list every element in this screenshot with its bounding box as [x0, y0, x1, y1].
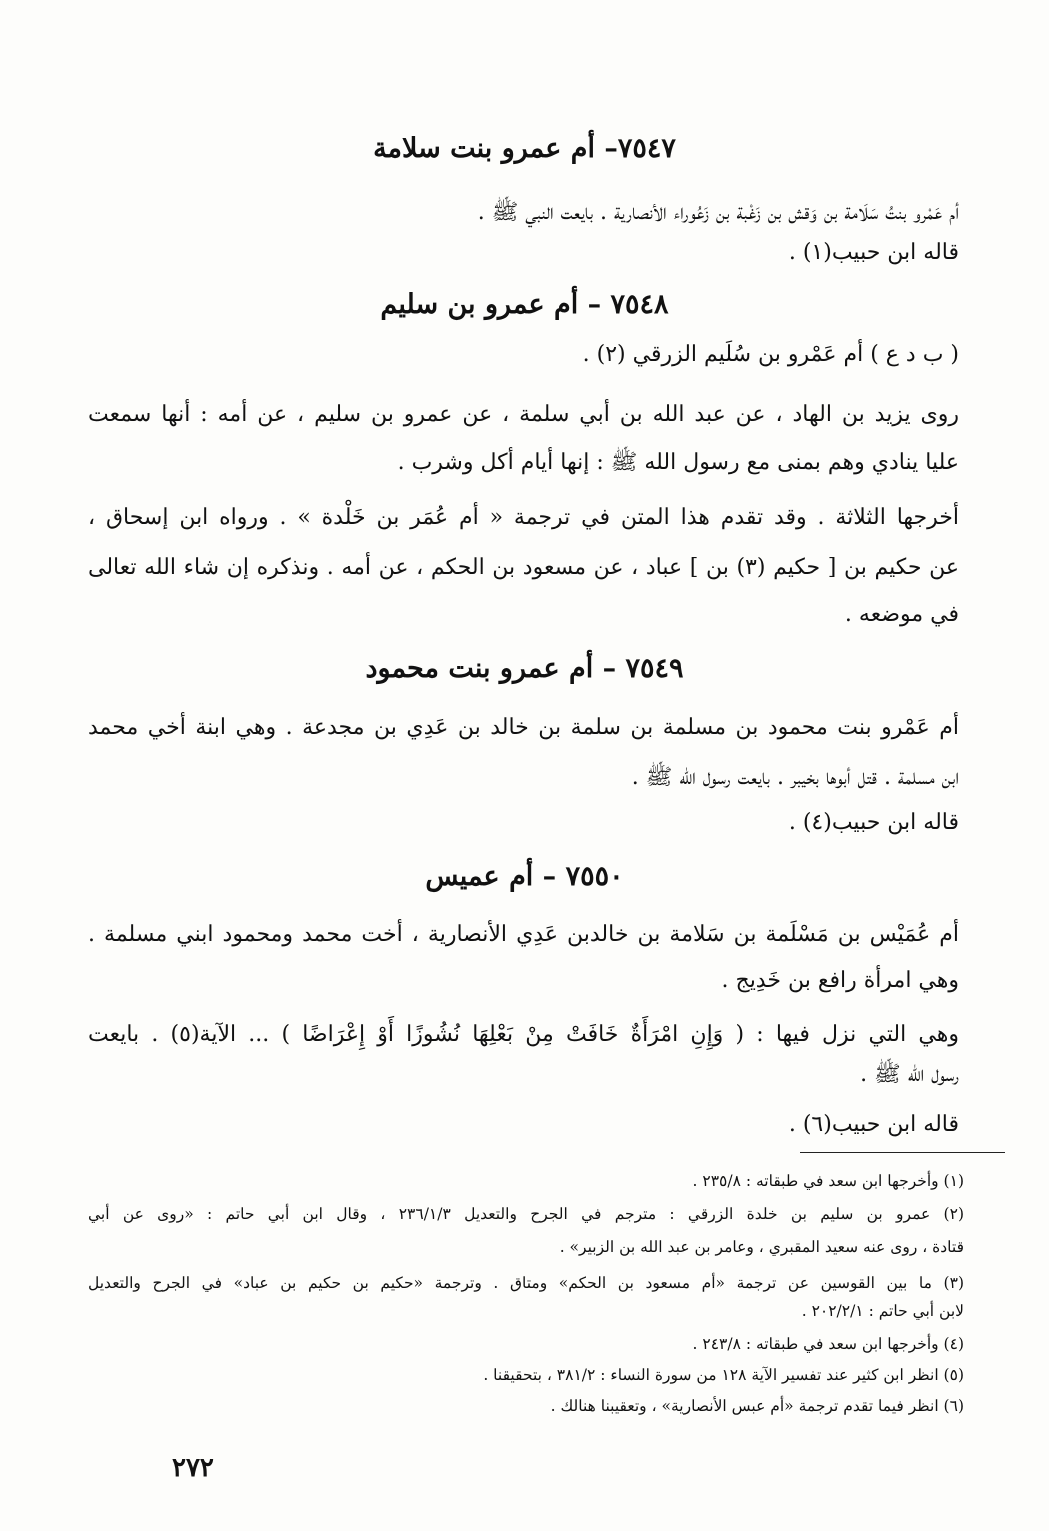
entry-text-line: أم عُمَيْس بن مَسْلَمة بن سَلامة بن خالدبن عَدِي الأنصارية ، أخت محمد ومحمود ابني مسلمة . — [88, 922, 959, 947]
entry-title: ٧٥٤٩ – أم عمرو بنت محمود — [365, 653, 684, 684]
entry-title: ٧٥٥٠ – أم عميس — [425, 861, 624, 892]
entry-text-line: أم عَمْرو بنت محمود بن مسلمة بن سلمة بن خالد بن عَدِي بن مجدعة . وهي ابنة أخي محمد — [88, 715, 959, 740]
entry-text-line: وهي امرأة رافع بن خَدِيج . — [721, 968, 959, 993]
entry-text-line: أخرجها الثلاثة . وقد تقدم هذا المتن في ترجمة « أم عُمَر بن خَلْدة » . ورواه ابن إسحاق ، — [88, 505, 959, 530]
entry-text-line: قاله ابن حبيب(٦) . — [788, 1112, 959, 1137]
entry-text-line: رسول الله ﷺ . — [860, 1062, 959, 1087]
entry-text-line: روى يزيد بن الهاد ، عن عبد الله بن أبي سلمة ، عن عمرو بن سليم ، عن أمه : أنها سمعت — [88, 402, 959, 427]
footnote: (٦) انظر فيما تقدم ترجمة «أم عبس الأنصارية» ، وتعقيبنا هنالك . — [550, 1397, 964, 1415]
entry-title: ٧٥٤٨ – أم عمرو بن سليم — [380, 289, 669, 320]
entry-text-line: أم عَمْرو بنتُ سَلَامة بن وَقش بن زَغْبة بن زَعُوراء الأنصارية . بايعت النبي ﷺ . — [477, 200, 959, 225]
entry-text-line: في موضعه . — [844, 602, 959, 627]
entry-text-line: وهي التي نزل فيها : ( وَإِنِ امْرَأَةٌ خَافَتْ مِنْ بَعْلِهَا نُشُوزًا أَوْ إِعْرَاضًا ) ... الآية(٥) . بايعت — [88, 1022, 959, 1047]
entry-text-line: ابن مسلمة . قتل أبوها بخيبر . بايعت رسول الله ﷺ . — [631, 765, 959, 790]
footnote: قتادة ، روى عنه سعيد المقبري ، وعامر بن عبد الله بن الزبير» . — [559, 1238, 964, 1256]
footnote: (٢) عمرو بن سليم بن خلدة الزرقي : مترجم في الجرح والتعديل ٢٣٦/١/٣ ، وقال ابن أبي حاتم : «روى عن أبي — [88, 1205, 964, 1223]
entry-text-line: قاله ابن حبيب(١) . — [788, 240, 959, 265]
entry-text-line: ( ب د ع ) أم عَمْرو بن سُلَيم الزرقي (٢) . — [582, 342, 959, 367]
entry-title: ٧٥٤٧– أم عمرو بنت سلامة — [373, 133, 676, 164]
footnote: لابن أبي حاتم : ٢٠٢/٢/١ . — [801, 1302, 964, 1320]
entry-text-line: عليا ينادي وهم بمنى مع رسول الله ﷺ : إنها أيام أكل وشرب . — [397, 450, 959, 475]
footnote-separator — [800, 1152, 1005, 1153]
footnote: (٥) انظر ابن كثير عند تفسير الآية ١٢٨ من سورة النساء : ٣٨١/٢ ، بتحقيقنا . — [483, 1366, 964, 1384]
page-number: ٢٧٢ — [172, 1453, 214, 1483]
entry-text-line: قاله ابن حبيب(٤) . — [788, 810, 959, 835]
footnote: (١) وأخرجها ابن سعد في طبقاته : ٢٣٥/٨ . — [692, 1172, 964, 1190]
footnote: (٣) ما بين القوسين عن ترجمة «أم مسعود بن الحكم» ومتاق . وترجمة «حكيم بن حكيم بن عباد» في الجرح والتعديل — [88, 1274, 964, 1292]
entry-text-line: عن حكيم بن [ حكيم (٣) بن ] عباد ، عن مسعود بن الحكم ، عن أمه . ونذكره إن شاء الله تعالى — [88, 555, 959, 580]
footnote: (٤) وأخرجها ابن سعد في طبقاته : ٢٤٣/٨ . — [692, 1335, 964, 1353]
